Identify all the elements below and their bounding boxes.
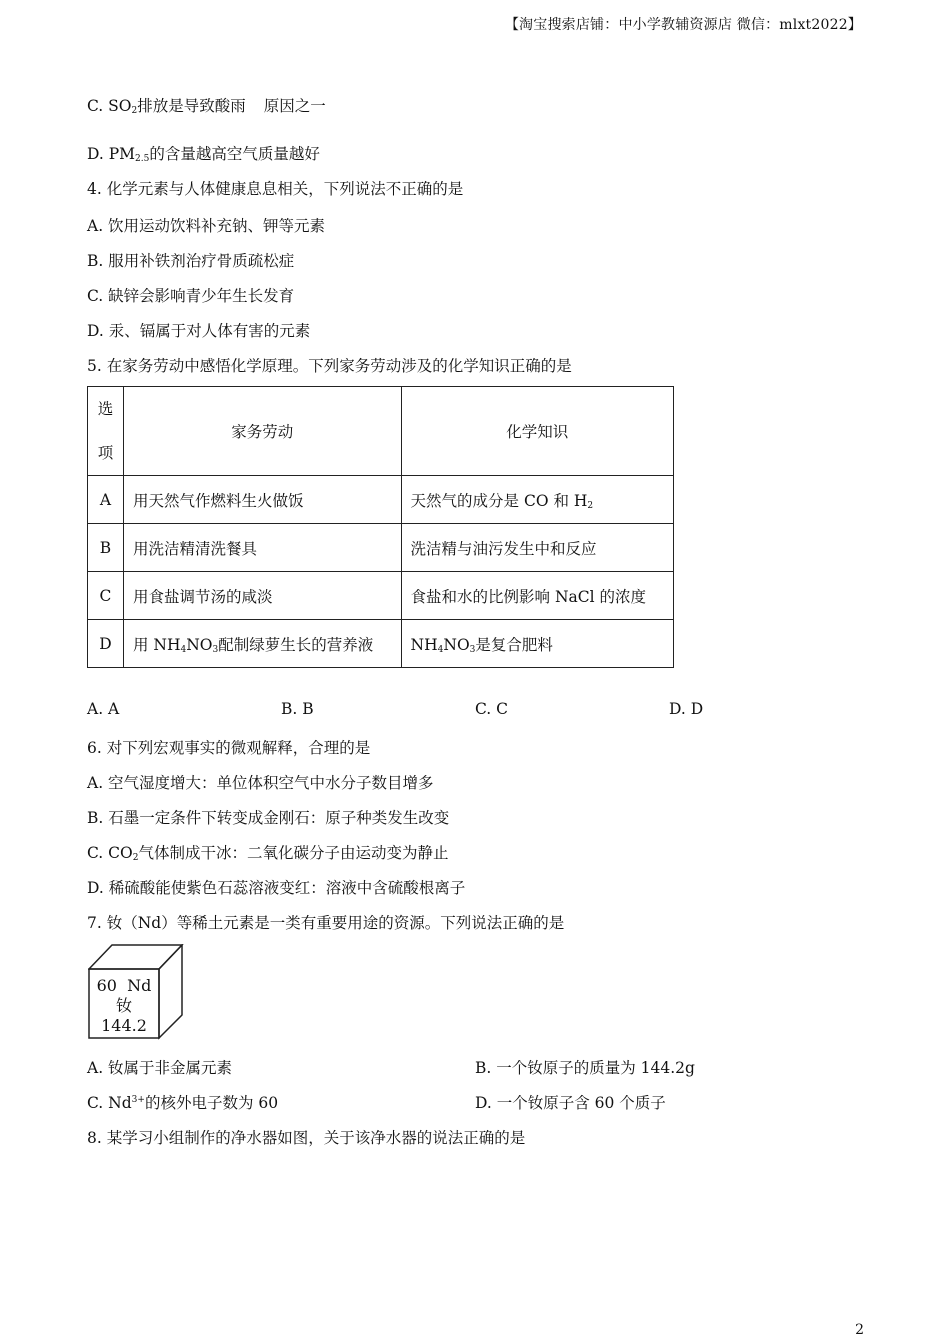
header-knowledge: 化学知识 — [401, 387, 673, 476]
q6-stem: 6. 对下列宏观事实的微观解释，合理的是 — [87, 739, 371, 757]
q6-option-a: A. 空气湿度增大：单位体积空气中水分子数目增多 — [87, 774, 434, 792]
q5-choice-b: B. B — [281, 700, 314, 718]
q4-option-b: B. 服用补铁剂治疗骨质疏松症 — [87, 252, 295, 270]
element-number-symbol: 60 Nd — [96, 976, 152, 995]
q5-choice-d: D. D — [669, 700, 704, 718]
q4-option-a: A. 饮用运动饮料补充钠、钾等元素 — [87, 217, 326, 235]
q7-option-c: C. $Nd^{3+}$的核外电子数为 60 — [87, 1094, 279, 1112]
q3-option-d: D. $PM_{2.5}$的含量越高空气质量越好 — [87, 145, 320, 164]
q7-stem: 7. 钕（Nd）等稀土元素是一类有重要用途的资源。下列说法正确的是 — [87, 914, 565, 932]
table-row: D 用 $NH_4NO_3$配制绿萝生长的营养液 $NH_4NO_3$是复合肥料 — [88, 620, 674, 668]
q7-option-d: D. 一个钕原子含 60 个质子 — [475, 1094, 666, 1112]
element-cube — [88, 944, 184, 1040]
q5-stem: 5. 在家务劳动中感悟化学原理。下列家务劳动涉及的化学知识正确的是 — [87, 357, 572, 375]
q6-option-c: C. $CO_2$气体制成干冰：二氧化碳分子由运动变为静止 — [87, 844, 449, 863]
element-name: 钕 — [115, 996, 132, 1015]
q4-option-d: D. 汞、镉属于对人体有害的元素 — [87, 322, 311, 340]
element-mass: 144.2 — [101, 1016, 147, 1035]
header-labor: 家务劳动 — [123, 387, 401, 476]
q5-choice-c: C. C — [475, 700, 509, 718]
table-row: A 用天然气作燃料生火做饭 天然气的成分是 CO 和 $H_2$ — [88, 476, 674, 524]
table-row: C 用食盐调节汤的咸淡 食盐和水的比例影响 NaCl 的浓度 — [88, 572, 674, 620]
q4-stem: 4. 化学元素与人体健康息息相关，下列说法不正确的是 — [87, 180, 464, 198]
header-option: 选 项 — [88, 387, 124, 476]
q8-stem: 8. 某学习小组制作的净水器如图，关于该净水器的说法正确的是 — [87, 1129, 526, 1147]
q6-option-d: D. 稀硫酸能使紫色石蕊溶液变红：溶液中含硫酸根离子 — [87, 879, 466, 897]
q3-option-c: C. $SO_2$排放是导致酸雨 原因之一 — [87, 97, 326, 116]
q5-choice-a: A. A — [87, 700, 120, 718]
page-number: 2 — [855, 1322, 864, 1338]
table-row: B 用洗洁精清洗餐具 洗洁精与油污发生中和反应 — [88, 524, 674, 572]
q5-table — [87, 386, 674, 668]
q6-option-b: B. 石墨一定条件下转变成金刚石：原子种类发生改变 — [87, 809, 450, 827]
page-header: 【淘宝搜索店铺：中小学教辅资源店 微信：mlxt2022】 — [504, 17, 862, 33]
q4-option-c: C. 缺锌会影响青少年生长发育 — [87, 287, 295, 305]
q7-option-a: A. 钕属于非金属元素 — [87, 1059, 233, 1077]
table-header-row — [88, 387, 674, 476]
q7-option-b: B. 一个钕原子的质量为 144.2g — [475, 1059, 695, 1077]
